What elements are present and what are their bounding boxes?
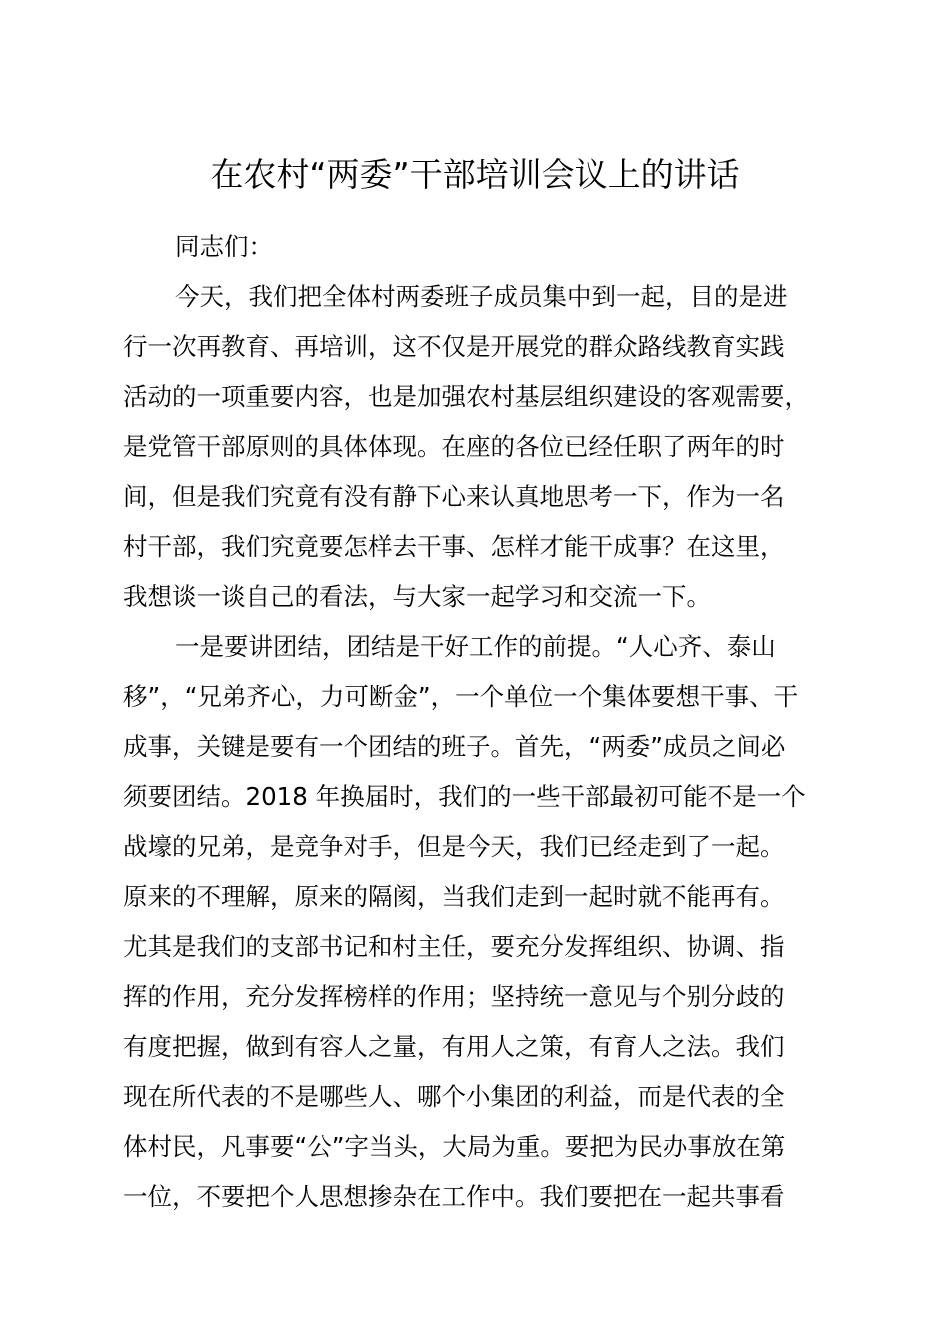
paragraph-line: 活动的一项重要内容，也是加强农村基层组织建设的客观需要， xyxy=(123,382,809,411)
paragraph-line: 今天，我们把全体村两委班子成员集中到一起，目的是进 xyxy=(175,282,788,311)
document-body xyxy=(123,222,863,1272)
document-title: 在农村“两委”干部培训会议上的讲话 xyxy=(210,155,740,194)
paragraph-line: 一是要讲团结，团结是干好工作的前提。“人心齐、泰山 xyxy=(175,632,776,661)
paragraph-line: 有度把握，做到有容人之量，有用人之策，有育人之法。我们 xyxy=(123,1032,785,1061)
paragraph-line: 我想谈一谈自己的看法，与大家一起学习和交流一下。 xyxy=(123,582,711,611)
paragraph-line: 挥的作用，充分发挥榜样的作用；坚持统一意见与个别分歧的 xyxy=(123,982,785,1011)
paragraph-line: 体村民，凡事要“公”字当头，大局为重。要把为民办事放在第 xyxy=(123,1132,786,1161)
paragraph-line: 移”，“兄弟齐心，力可断金”，一个单位一个集体要想干事、干 xyxy=(123,682,799,711)
paragraph-line: 战壕的兄弟，是竞争对手，但是今天，我们已经走到了一起。 xyxy=(123,832,785,861)
paragraph-line: 原来的不理解，原来的隔阂，当我们走到一起时就不能再有。 xyxy=(123,882,785,911)
paragraph-line: 村干部，我们究竟要怎样去干事、怎样才能干成事？在这里， xyxy=(123,532,785,561)
paragraph-line: 成事，关键是要有一个团结的班子。首先，“两委”成员之间必 xyxy=(123,732,786,761)
paragraph-line: 须要团结。2018 年换届时，我们的一些干部最初可能不是一个 xyxy=(123,782,806,811)
paragraph-line: 间，但是我们究竟有没有静下心来认真地思考一下，作为一名 xyxy=(123,482,785,511)
paragraph-line: 现在所代表的不是哪些人、哪个小集团的利益，而是代表的全 xyxy=(123,1082,785,1111)
paragraph-line xyxy=(123,1222,863,1272)
paragraph-line: 是党管干部原则的具体体现。在座的各位已经任职了两年的时 xyxy=(123,432,785,461)
paragraph-line: 一位，不要把个人思想掺杂在工作中。我们要把在一起共事看 xyxy=(123,1182,785,1211)
salutation-line: 同志们： xyxy=(175,232,273,261)
paragraph-line: 尤其是我们的支部书记和村主任，要充分发挥组织、协调、指 xyxy=(123,932,785,961)
paragraph-line: 行一次再教育、再培训，这不仅是开展党的群众路线教育实践 xyxy=(123,332,785,361)
